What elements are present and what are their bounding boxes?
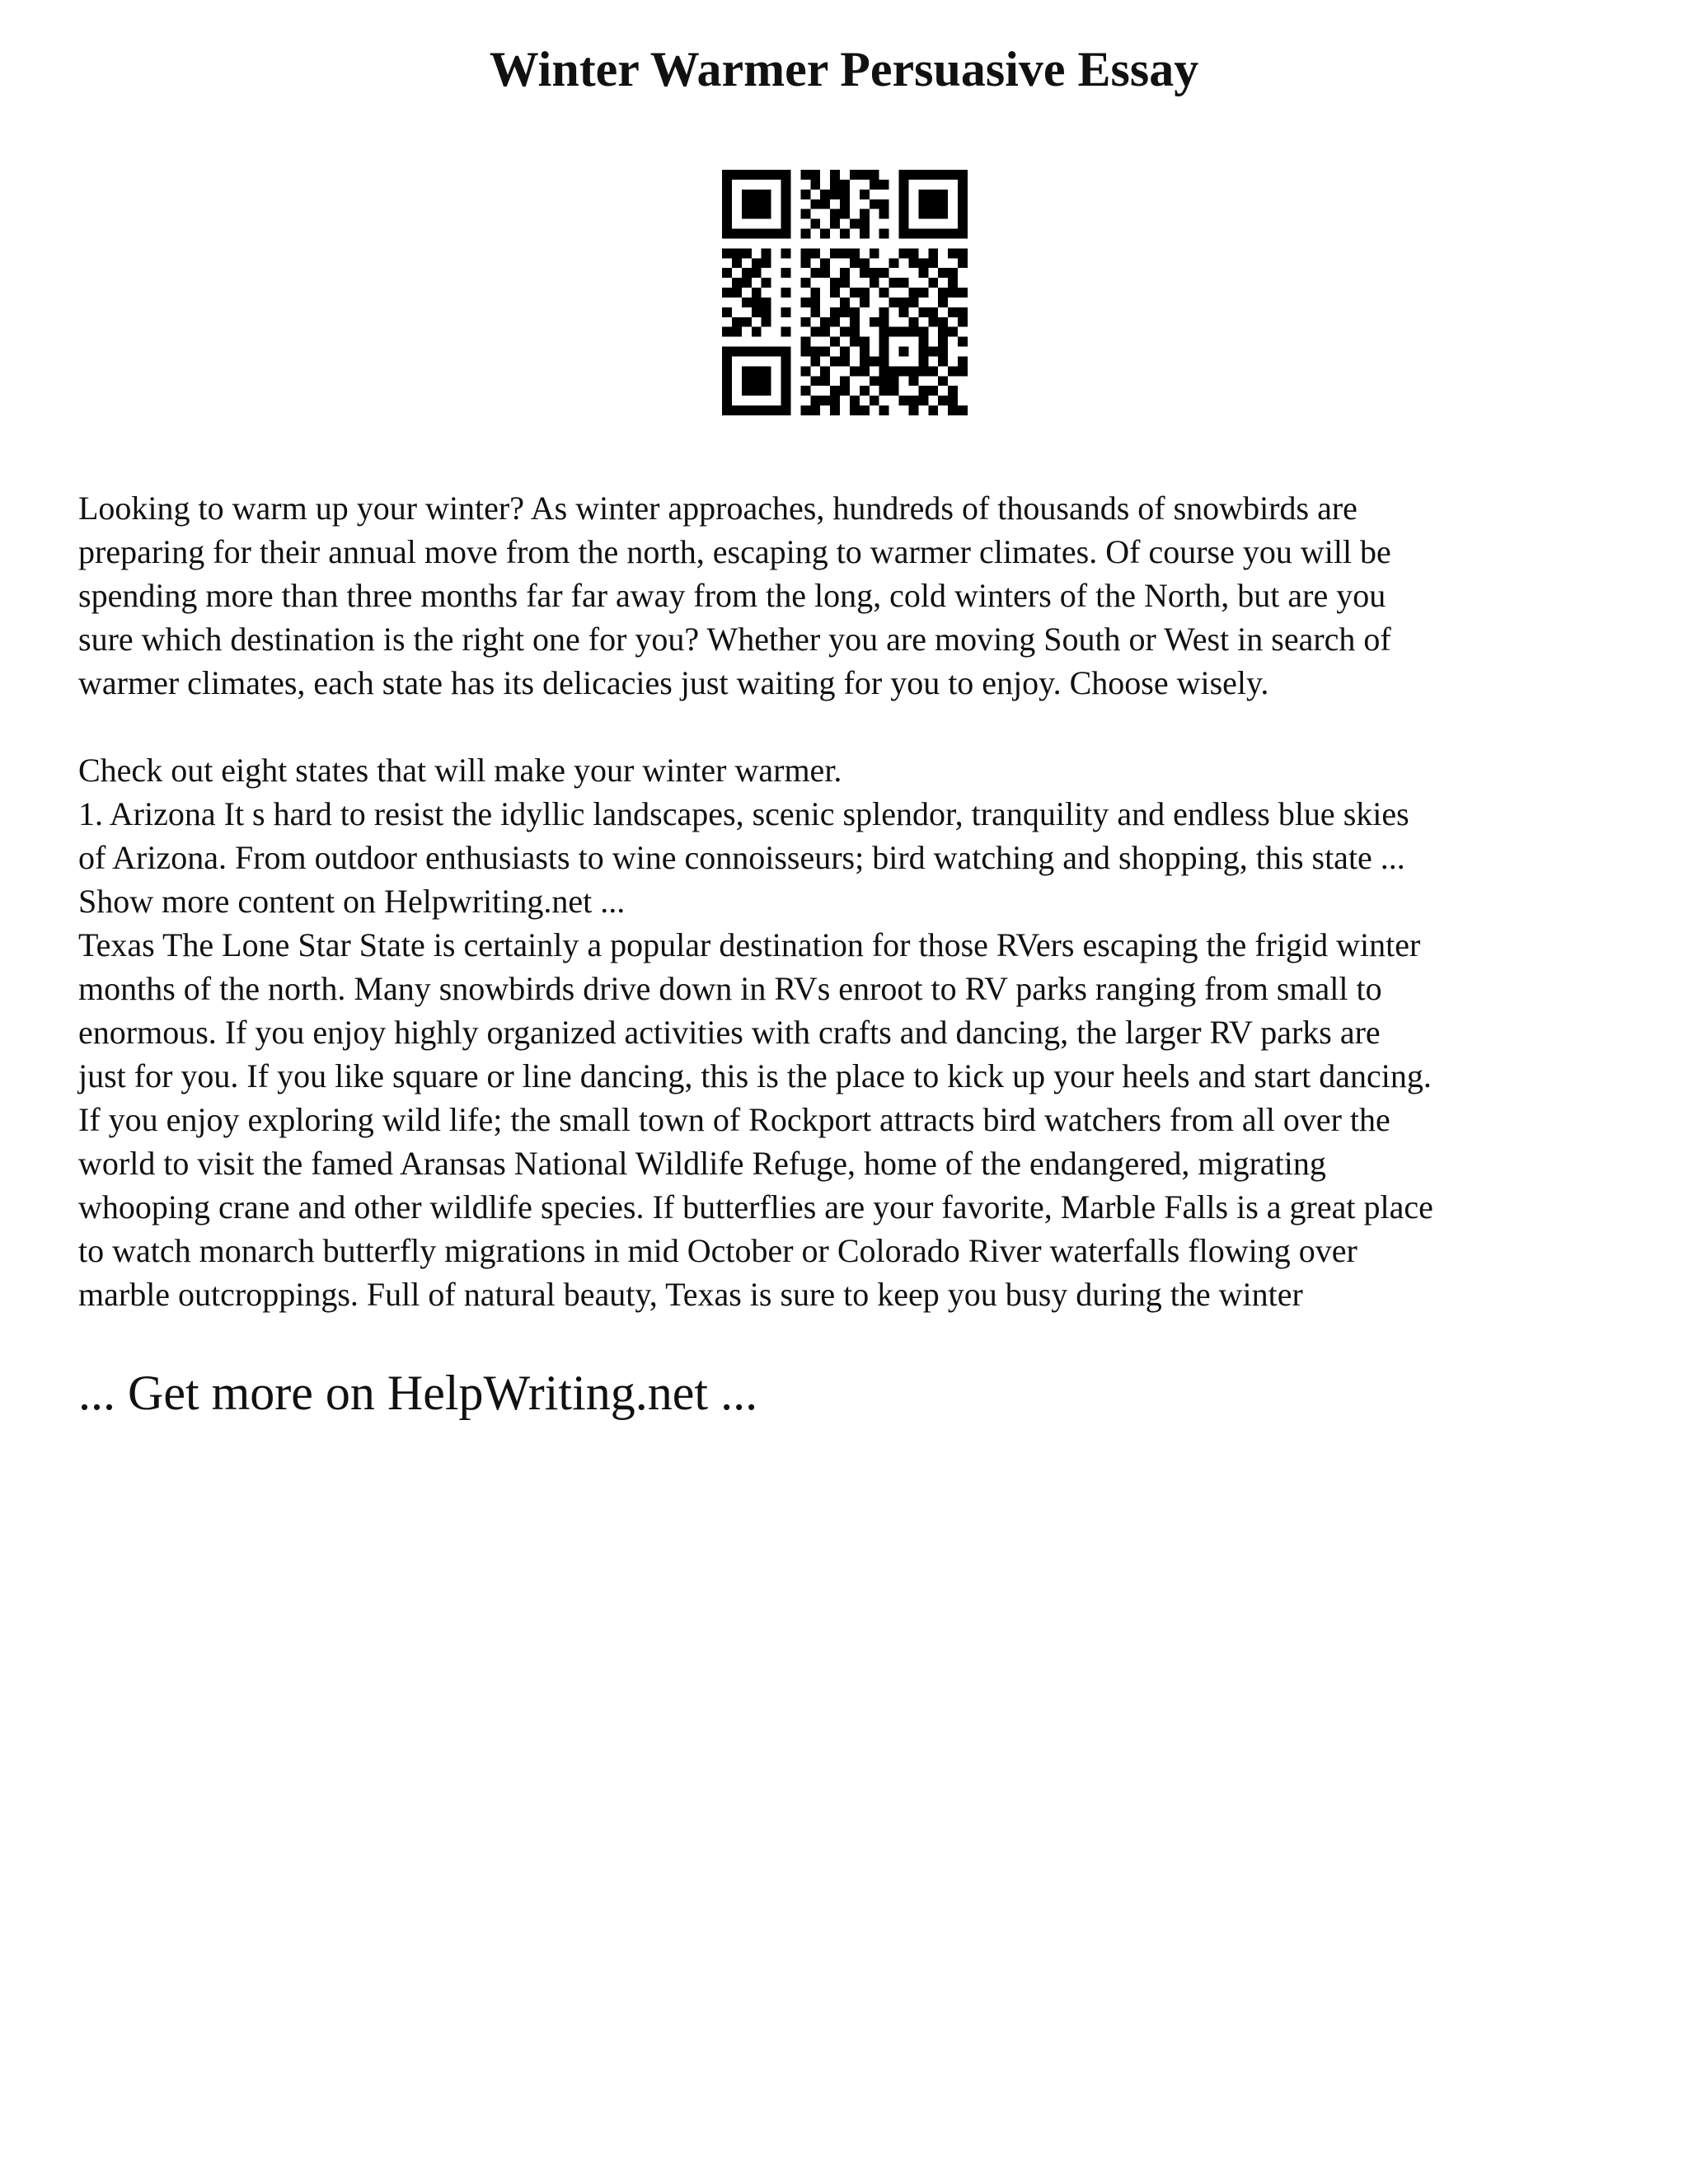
section-line: just for you. If you like square or line dancing, this is the place to kick up your heels and start dancing. [78, 1057, 1432, 1094]
section-line: Check out eight states that will make your winter warmer. [78, 752, 842, 789]
section-line: whooping crane and other wildlife species. If butterflies are your favorite, Marble Falls is a great place [78, 1188, 1433, 1226]
section-line: to watch monarch butterfly migrations in mid October or Colorado River waterfalls flowing over [78, 1232, 1357, 1269]
intro-line: preparing for their annual move from the north, escaping to warmer climates. Of course you will be [78, 533, 1391, 570]
section-line: enormous. If you enjoy highly organized activities with crafts and dancing, the larger RV parks are [78, 1014, 1381, 1051]
section-line: of Arizona. From outdoor enthusiasts to wine connoisseurs; bird watching and shopping, this state ... [78, 839, 1405, 876]
get-more-link[interactable]: ... Get more on HelpWriting.net ... [78, 1366, 758, 1420]
section-line: months of the north. Many snowbirds drive down in RVs enroot to RV parks ranging from small to [78, 970, 1382, 1007]
qr-code-icon [722, 170, 968, 415]
intro-paragraph [78, 486, 1628, 705]
intro-line: Looking to warm up your winter? As winter approaches, hundreds of thousands of snowbirds are [78, 490, 1357, 527]
states-section [78, 748, 1628, 1316]
section-line: Texas The Lone Star State is certainly a popular destination for those RVers escaping the frigid winter [78, 926, 1421, 963]
show-more-link[interactable]: Show more content on Helpwriting.net ... [78, 883, 626, 920]
section-line: world to visit the famed Aransas National Wildlife Refuge, home of the endangered, migrating [78, 1145, 1326, 1182]
section-line: If you enjoy exploring wild life; the small town of Rockport attracts bird watchers from all over the [78, 1101, 1390, 1138]
intro-line: spending more than three months far far away from the long, cold winters of the North, but are you [78, 577, 1386, 614]
section-line: 1. Arizona It s hard to resist the idyllic landscapes, scenic splendor, tranquility and endless blue skies [78, 795, 1409, 832]
section-line: marble outcroppings. Full of natural beauty, Texas is sure to keep you busy during the winter [78, 1276, 1303, 1313]
page-title: Winter Warmer Persuasive Essay [489, 42, 1199, 96]
intro-line: warmer climates, each state has its delicacies just waiting for you to enjoy. Choose wisely. [78, 664, 1269, 701]
intro-line: sure which destination is the right one for you? Whether you are moving South or West in search of [78, 621, 1391, 658]
